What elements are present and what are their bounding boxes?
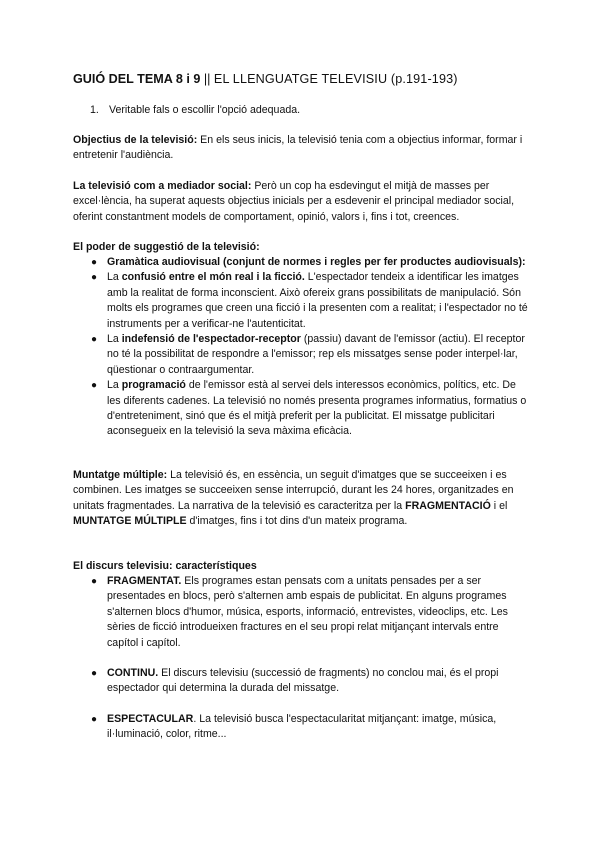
- numbered-task: [90, 103, 300, 118]
- task-number: 1.: [90, 104, 99, 116]
- mediador-text: Però un cop ha esdevingut el mitjà de masses per excel·lència, ha superat aquests objectius inicials per a esdevenir el principal mediador social, oferint constantment models de comportament, opinió, valors i, fins i tot, creences.: [73, 180, 515, 223]
- objectius-text: En els seus inicis, la televisió tenia com a objectius informar, formar i entretenir l'audiència.: [73, 134, 523, 162]
- muntatge-label: Muntatge múltiple:: [73, 469, 168, 481]
- item-bold: CONTINU.: [107, 667, 159, 680]
- item-bold: FRAGMENTAT.: [107, 575, 182, 587]
- item-bold: programació: [121, 379, 186, 392]
- muntatge-text: La televisió és, en essència, un seguit d'imatges que se succeeixen i es combinen. Les imatges se succeeixen sense interrupció, durant les 24 hores, organitzades en unitats fragmentades. La narrativa de la televisió es caracteritza per la: [73, 469, 514, 512]
- item-text: de l'emissor està al servei dels interessos econòmics, polítics, etc. De les diferents cadenes. La televisió no només presenta programes informatius, formatius o d'entreteniment, sinó que és el mitjà preferit per la publicitat. El missatge publicitari aconsegueix en la televisió la seva màxima eficàcia.: [107, 379, 527, 438]
- muntatge-text: d'imatges, fins i tot dins d'un mateix programa.: [186, 515, 408, 528]
- bullet-icon: ●: [91, 576, 98, 587]
- muntatge-bold: MUNTATGE MÚLTIPLE: [73, 515, 187, 528]
- mediador-paragraph: [73, 179, 529, 225]
- bullet-icon: ●: [91, 380, 98, 392]
- list-item: [73, 255, 529, 270]
- item-text: El discurs televisiu (successió de fragments) no conclou mai, és el propi espectador qui determina la durada del missatge.: [107, 667, 499, 695]
- item-bold: indefensió de l'espectador-receptor: [121, 333, 301, 346]
- title-separator: ||: [200, 72, 214, 86]
- spacer: [73, 651, 529, 666]
- title-subtitle: EL LLENGUATGE TELEVISIU (p.191-193): [213, 72, 458, 86]
- item-bold: ESPECTACULAR: [107, 712, 194, 725]
- list-item: [73, 712, 529, 743]
- objectius-label: Objectius de la televisió:: [73, 134, 198, 146]
- bullet-icon: ●: [91, 713, 98, 725]
- muntatge-bold: FRAGMENTACIÓ: [405, 499, 491, 512]
- item-text: La: [107, 333, 122, 346]
- spacer: [73, 697, 529, 712]
- item-text: La: [107, 379, 122, 392]
- list-item: [73, 574, 529, 651]
- item-text: . La televisió busca l'espectacularitat mitjançant: imatge, música, il·luminació, color, ritme...: [107, 712, 497, 741]
- bullet-icon: ●: [91, 257, 98, 268]
- discurs-list: [73, 574, 529, 743]
- item-text: Els programes estan pensats com a unitats pensades per a ser presentades en blocs, però s'alternen amb espais de publicitat. En alguns programes s'alternen blocs d'humor, música, esports, informació, entrevistes, videoclips, etc. Les sèries de ficció introdueixen fractures en el seu propi relat mitjançant intervals entre capítol i capítol.: [107, 575, 508, 649]
- poder-list: [73, 255, 529, 440]
- item-text: La: [107, 271, 122, 284]
- discurs-heading: El discurs televisiu: característiques: [73, 560, 257, 572]
- item-text: (passiu) davant de l'emissor (actiu). El receptor no té la possibilitat de respondre a l'emissor; rep els missatges sense poder interpel·lar, qüestionar o contraargumentar.: [107, 333, 525, 376]
- list-item: [73, 378, 529, 440]
- mediador-label: La televisió com a mediador social:: [73, 180, 252, 192]
- bullet-icon: ●: [91, 272, 98, 284]
- muntatge-text: i el: [490, 499, 508, 512]
- list-item: [73, 666, 529, 697]
- task-text: Veritable fals o escollir l'opció adequada.: [109, 104, 301, 116]
- bullet-icon: ●: [91, 334, 98, 346]
- muntatge-paragraph: [73, 468, 529, 530]
- bullet-icon: ●: [91, 668, 98, 680]
- item-text: L'espectador tendeix a identificar les imatges amb la realitat de forma inconscient. Això ofereix grans possibilitats de manipulació. Són molts els programes que creen una ficció i la presenten com a realitat; i l'espectador no té instruments per a verificar-ne l'autenticitat.: [107, 271, 528, 330]
- item-bold: confusió entre el món real i la ficció.: [121, 271, 305, 284]
- list-item: [73, 332, 529, 378]
- item-bold: Gramàtica audiovisual (conjunt de normes i regles per fer productes audiovisuals):: [107, 256, 526, 268]
- page-title: [73, 71, 458, 87]
- list-item: [73, 270, 529, 332]
- objectius-paragraph: [73, 133, 529, 164]
- title-bold: GUIÓ DEL TEMA 8 i 9: [73, 72, 201, 86]
- poder-heading: El poder de suggestió de la televisió:: [73, 241, 260, 253]
